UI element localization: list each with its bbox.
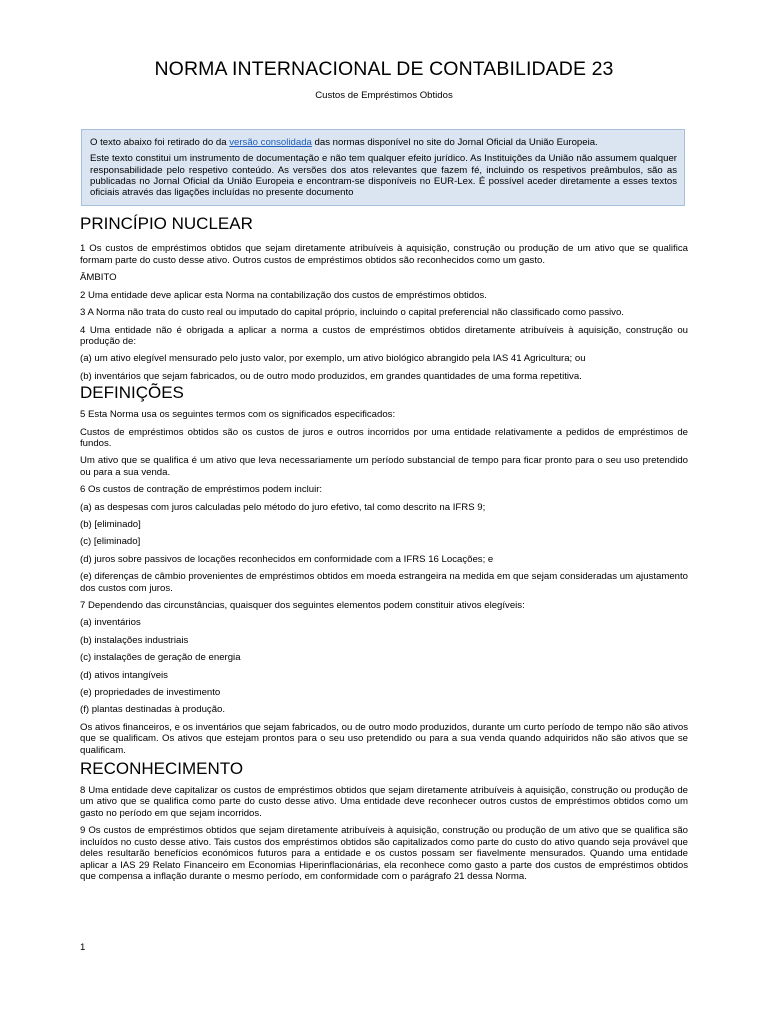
paragraph-6a: (a) as despesas com juros calculadas pelo método do juro efetivo, tal como descrito na IFRS 9; [80, 501, 486, 513]
section-reconhecimento [80, 785, 688, 882]
paragraph-6e: (e) diferenças de câmbio provenientes de empréstimos obtidos em moeda estrangeira na medida em que sejam consideradas um ajustamento dos custos com juros. [80, 571, 688, 594]
section-definicoes [80, 409, 688, 756]
paragraph-4b: (b) inventários que sejam fabricados, ou de outro modo produzidos, em grandes quantidades de uma forma repetitiva. [80, 370, 582, 382]
disclaimer-line-1: O texto abaixo foi retirado do da versão consolidada das normas disponível no site do Jornal Oficial da União Europeia. [90, 137, 598, 148]
paragraph-1: 1 Os custos de empréstimos obtidos que sejam diretamente atribuíveis à aquisição, construção ou produção de um ativo que se qualifica formam parte do custo desse ativo. Outros custos de empréstimos obtidos são reconhecidos como um gasto. [80, 243, 688, 266]
paragraph-3: 3 A Norma não trata do custo real ou imputado do capital próprio, incluindo o capital preferencial não classificado como passivo. [80, 307, 624, 319]
paragraph-7g: Os ativos financeiros, e os inventários que sejam fabricados, ou de outro modo produzidos, durante um curto período de tempo não são ativos que se qualificam. Os ativos que estejam prontos para o seu uso pretendido ou para a sua venda quando adquiridos não são ativos que se qualificam. [80, 721, 688, 756]
paragraph-5a: Custos de empréstimos obtidos são os custos de juros e outros incorridos por uma entidade relativamente a pedidos de empréstimos de fundos. [80, 426, 688, 449]
paragraph-7f: (f) plantas destinadas à produção. [80, 704, 226, 716]
paragraph-8: 8 Uma entidade deve capitalizar os custos de empréstimos obtidos que sejam diretamente atribuíveis à aquisição, construção ou produção de um ativo que se qualifica como parte do custo desse ativo. Uma entidade deve reconhecer outros custos de empréstimos obtidos como um gasto no período em que sejam incorridos. [80, 785, 688, 819]
paragraph-6b: (b) [eliminado] [80, 518, 141, 530]
document-subtitle: Custos de Empréstimos Obtidos [315, 90, 453, 101]
paragraph-4a: (a) um ativo elegível mensurado pelo justo valor, por exemplo, um ativo biológico abrangido pela IAS 41 Agricultura; ou [80, 353, 586, 365]
paragraph-7: 7 Dependendo das circunstâncias, quaisquer dos seguintes elementos podem constituir ativos elegíveis: [80, 600, 525, 612]
paragraph-5: 5 Esta Norma usa os seguintes termos com os significados especificados: [80, 409, 396, 421]
paragraph-7b: (b) instalações industriais [80, 634, 189, 646]
section-heading-principio: PRINCÍPIO NUCLEAR [80, 214, 253, 234]
document-page [80, 0, 688, 882]
paragraph-7e: (e) propriedades de investimento [80, 687, 221, 699]
paragraph-7d: (d) ativos intangíveis [80, 669, 168, 681]
section-heading-reconhecimento: RECONHECIMENTO [80, 759, 244, 779]
paragraph-6c: (c) [eliminado] [80, 536, 141, 548]
paragraph-9: 9 Os custos de empréstimos obtidos que sejam diretamente atribuíveis à aquisição, construção ou produção de um ativo que se qualifica são incluídos no custo desse ativo. Tais custos dos empréstimos obtidos são capitalizados como parte do custo do ativo quando seja provável que deles resultarão benefícios económicos futuros para a entidade e os custos possam ser fiavelmente mensurados. Quando uma entidade aplicar a IAS 29 Relato Financeiro em Economias Hiperinflacionárias, ela reconhece como gasto a parte dos custos de empréstimos obtidos que compensa a inflação durante o mesmo período, em conformidade com o parágrafo 21 dessa Norma. [80, 825, 688, 882]
paragraph-7a: (a) inventários [80, 617, 141, 629]
paragraph-7c: (c) instalações de geração de energia [80, 652, 241, 664]
subheading-ambito: ÂMBITO [80, 272, 117, 284]
paragraph-5b: Um ativo que se qualifica é um ativo que leva necessariamente um período substancial de tempo para ficar pronto para o seu uso pretendido ou para a sua venda. [80, 455, 688, 478]
paragraph-6: 6 Os custos de contração de empréstimos podem incluir: [80, 484, 323, 496]
page-number: 1 [80, 942, 86, 953]
section-principio [80, 243, 688, 382]
document-title: NORMA INTERNACIONAL DE CONTABILIDADE 23 [154, 58, 614, 80]
paragraph-4: 4 Uma entidade não é obrigada a aplicar a norma a custos de empréstimos obtidos diretamente atribuíveis à aquisição, construção ou produção de: [80, 324, 688, 347]
consolidated-version-link[interactable]: versão consolidada [229, 137, 312, 148]
disclaimer-text: Este texto constitui um instrumento de documentação e não tem qualquer efeito jurídico. As Instituições da União não assumem qualquer responsabilidade pelo respetivo conteúdo. As versões dos atos relevantes que fazem fé, incluindo os respetivos preâmbulos, são as publicadas no Jornal Oficial da União Europeia e encontram-se disponíveis no EUR-Lex. É possível aceder diretamente a esses textos oficiais através das ligações incluídas no presente documento [90, 153, 677, 199]
paragraph-2: 2 Uma entidade deve aplicar esta Norma na contabilização dos custos de empréstimos obtidos. [80, 289, 487, 301]
paragraph-6d: (d) juros sobre passivos de locações reconhecidos em conformidade com a IFRS 16 Locações; e [80, 553, 494, 565]
section-heading-definicoes: DEFINIÇÕES [80, 383, 184, 403]
disclaimer-box [81, 129, 685, 206]
